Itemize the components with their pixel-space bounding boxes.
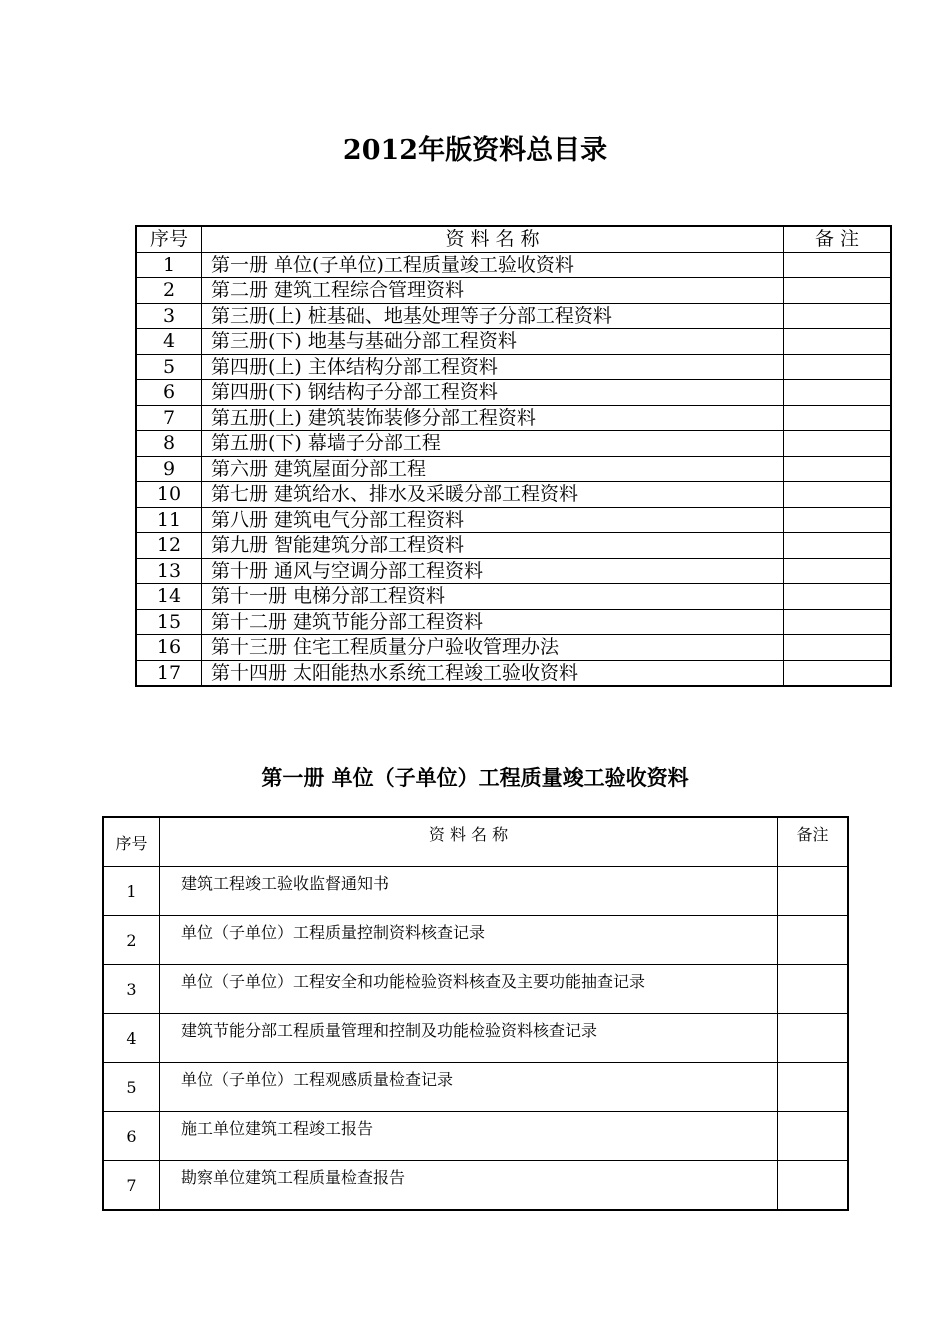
row-number: 9 xyxy=(136,456,202,482)
row-number: 3 xyxy=(103,965,160,1014)
row-name: 第十四册 太阳能热水系统工程竣工验收资料 xyxy=(202,660,784,686)
row-number: 1 xyxy=(136,252,202,278)
table-row xyxy=(103,965,848,1014)
table-row xyxy=(103,1112,848,1161)
row-remark xyxy=(784,431,892,457)
row-remark xyxy=(784,507,892,533)
row-name: 第九册 智能建筑分部工程资料 xyxy=(202,533,784,559)
row-remark xyxy=(784,252,892,278)
table-row xyxy=(136,609,891,635)
row-number: 6 xyxy=(103,1112,160,1161)
table-row xyxy=(103,1161,848,1211)
header-no: 序号 xyxy=(103,817,160,867)
row-number: 3 xyxy=(136,303,202,329)
row-name: 单位（子单位）工程质量控制资料核查记录 xyxy=(160,916,778,965)
row-remark xyxy=(784,380,892,406)
row-name: 第十二册 建筑节能分部工程资料 xyxy=(202,609,784,635)
row-number: 15 xyxy=(136,609,202,635)
table-row xyxy=(136,431,891,457)
table-row xyxy=(136,354,891,380)
row-name: 第二册 建筑工程综合管理资料 xyxy=(202,278,784,304)
catalog-table xyxy=(135,225,892,687)
row-name: 第六册 建筑屋面分部工程 xyxy=(202,456,784,482)
row-number: 2 xyxy=(103,916,160,965)
row-name: 建筑节能分部工程质量管理和控制及功能检验资料核查记录 xyxy=(160,1014,778,1063)
row-number: 7 xyxy=(103,1161,160,1211)
row-number: 11 xyxy=(136,507,202,533)
row-remark xyxy=(784,558,892,584)
row-name: 第八册 建筑电气分部工程资料 xyxy=(202,507,784,533)
header-name: 资 料 名 称 xyxy=(202,226,784,252)
row-name: 建筑工程竣工验收监督通知书 xyxy=(160,867,778,916)
row-number: 13 xyxy=(136,558,202,584)
table-row xyxy=(103,867,848,916)
header-name: 资 料 名 称 xyxy=(160,817,778,867)
row-number: 4 xyxy=(136,329,202,355)
table-row xyxy=(103,1014,848,1063)
row-name: 第十册 通风与空调分部工程资料 xyxy=(202,558,784,584)
volume1-table xyxy=(102,816,849,1211)
row-remark xyxy=(784,456,892,482)
table-row xyxy=(136,252,891,278)
row-number: 17 xyxy=(136,660,202,686)
row-number: 10 xyxy=(136,482,202,508)
row-name: 第五册(下) 幕墙子分部工程 xyxy=(202,431,784,457)
table-row xyxy=(136,380,891,406)
table-row xyxy=(136,507,891,533)
row-number: 6 xyxy=(136,380,202,406)
row-number: 5 xyxy=(136,354,202,380)
header-remark: 备 注 xyxy=(784,226,892,252)
row-remark xyxy=(784,533,892,559)
header-no: 序号 xyxy=(136,226,202,252)
table-row xyxy=(136,329,891,355)
row-remark xyxy=(784,609,892,635)
row-remark xyxy=(784,405,892,431)
row-name: 第三册(上) 桩基础、地基处理等子分部工程资料 xyxy=(202,303,784,329)
table-header-row xyxy=(103,817,848,867)
header-remark: 备注 xyxy=(778,817,849,867)
row-remark xyxy=(784,278,892,304)
row-remark xyxy=(784,584,892,610)
row-name: 施工单位建筑工程竣工报告 xyxy=(160,1112,778,1161)
row-remark xyxy=(778,867,849,916)
table-header-row xyxy=(136,226,891,252)
row-number: 14 xyxy=(136,584,202,610)
row-number: 4 xyxy=(103,1014,160,1063)
row-name: 第十三册 住宅工程质量分户验收管理办法 xyxy=(202,635,784,661)
row-remark xyxy=(784,303,892,329)
table-row xyxy=(136,533,891,559)
row-name: 单位（子单位）工程安全和功能检验资料核查及主要功能抽查记录 xyxy=(160,965,778,1014)
row-name: 第四册(下) 钢结构子分部工程资料 xyxy=(202,380,784,406)
row-number: 16 xyxy=(136,635,202,661)
table-row xyxy=(136,456,891,482)
table-row xyxy=(136,405,891,431)
table-row xyxy=(136,584,891,610)
row-remark xyxy=(778,1161,849,1211)
row-name: 第十一册 电梯分部工程资料 xyxy=(202,584,784,610)
row-name: 第五册(上) 建筑装饰装修分部工程资料 xyxy=(202,405,784,431)
section-title: 第一册 单位（子单位）工程质量竣工验收资料 xyxy=(261,766,689,790)
row-remark xyxy=(778,916,849,965)
row-name: 第四册(上) 主体结构分部工程资料 xyxy=(202,354,784,380)
table-row xyxy=(136,482,891,508)
row-remark xyxy=(778,1014,849,1063)
table-row xyxy=(136,660,891,686)
page-title: 2012年版资料总目录 xyxy=(342,135,608,166)
row-number: 7 xyxy=(136,405,202,431)
row-name: 单位（子单位）工程观感质量检查记录 xyxy=(160,1063,778,1112)
row-name: 第七册 建筑给水、排水及采暖分部工程资料 xyxy=(202,482,784,508)
row-remark xyxy=(778,965,849,1014)
row-number: 2 xyxy=(136,278,202,304)
row-number: 8 xyxy=(136,431,202,457)
row-number: 5 xyxy=(103,1063,160,1112)
table-row xyxy=(103,916,848,965)
row-remark xyxy=(784,329,892,355)
row-name: 第一册 单位(子单位)工程质量竣工验收资料 xyxy=(202,252,784,278)
row-remark xyxy=(784,635,892,661)
table-row xyxy=(136,558,891,584)
row-remark xyxy=(784,660,892,686)
row-name: 勘察单位建筑工程质量检查报告 xyxy=(160,1161,778,1211)
table-row xyxy=(103,1063,848,1112)
row-name: 第三册(下) 地基与基础分部工程资料 xyxy=(202,329,784,355)
row-remark xyxy=(784,482,892,508)
row-remark xyxy=(778,1063,849,1112)
row-remark xyxy=(778,1112,849,1161)
row-number: 12 xyxy=(136,533,202,559)
row-number: 1 xyxy=(103,867,160,916)
row-remark xyxy=(784,354,892,380)
table-row xyxy=(136,303,891,329)
table-row xyxy=(136,635,891,661)
table-row xyxy=(136,278,891,304)
